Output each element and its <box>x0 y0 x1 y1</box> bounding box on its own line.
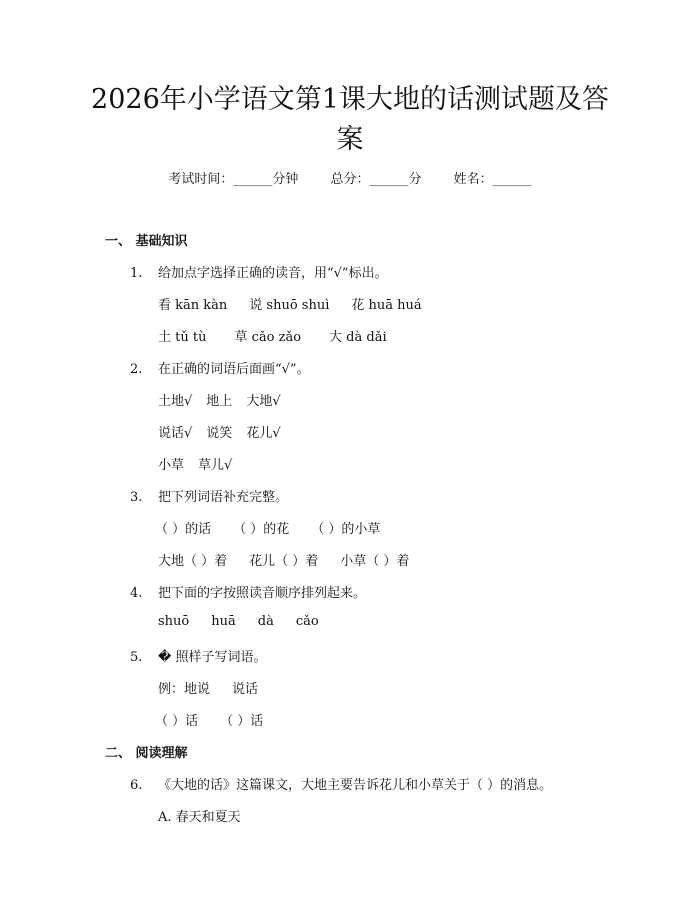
section-heading-reading: 二、 阅读理解 <box>105 746 188 761</box>
option-a: A. 春天和夏天 <box>158 810 241 825</box>
answer-item: （ ）话 <box>155 714 199 729</box>
section-heading-basics: 一、 基础知识 <box>105 234 188 249</box>
question-3 <box>130 486 288 505</box>
answer-row <box>158 422 281 441</box>
question-number: 5. <box>130 650 143 665</box>
answer-item: （ ）的花 <box>233 522 290 537</box>
question-text: 把下面的字按照读音顺序排列起来。 <box>158 586 367 601</box>
question-number: 6. <box>130 778 143 793</box>
answer-item: 看 kān kàn <box>158 298 228 313</box>
answer-item: shuō <box>158 614 190 629</box>
question-6 <box>130 774 552 793</box>
answer-row <box>155 710 263 729</box>
question-2 <box>130 358 310 377</box>
answer-item: cǎo <box>295 614 319 629</box>
answer-row <box>155 518 380 537</box>
answer-item: 说 shuō shuì <box>249 298 330 313</box>
question-text: 给加点字选择正确的读音，用“√”标出。 <box>158 266 388 281</box>
answer-item: 大地√ <box>246 394 281 409</box>
answer-row <box>158 614 319 629</box>
answer-item: 花儿（ ）着 <box>249 554 319 569</box>
answer-item: 草 cǎo zǎo <box>234 330 302 345</box>
question-number: 1. <box>130 266 143 281</box>
question-number: 4. <box>130 586 143 601</box>
answer-item: huā <box>211 614 236 629</box>
answer-item: （ ）话 <box>220 714 264 729</box>
question-text: 《大地的话》这篇课文，大地主要告诉花儿和小草关于（ ）的消息。 <box>158 778 553 793</box>
answer-row <box>158 326 387 345</box>
answer-item: 地上 <box>206 394 233 409</box>
answer-item: （ ）的小草 <box>311 522 381 537</box>
question-text: 在正确的词语后面画“√”。 <box>158 362 310 377</box>
answer-item: 小草（ ）着 <box>340 554 410 569</box>
question-text: 把下列词语补充完整。 <box>158 490 289 505</box>
question-number: 2. <box>130 362 143 377</box>
answer-item: 土 tǔ tù <box>158 330 207 345</box>
answer-item: （ ）的话 <box>155 522 212 537</box>
answer-row <box>158 550 409 569</box>
exam-time: 考试时间：______分钟 <box>168 172 299 187</box>
question-4 <box>130 582 366 601</box>
exam-name: 姓名：______ <box>453 172 532 187</box>
answer-row <box>158 390 281 409</box>
question-text: � 照样子写词语。 <box>158 650 267 665</box>
exam-score: 总分：______分 <box>330 172 422 187</box>
answer-item: 大 dà dǎi <box>329 330 387 345</box>
example-row <box>158 678 258 697</box>
question-5 <box>130 646 266 665</box>
answer-item: 说笑 <box>206 426 233 441</box>
question-1 <box>130 262 388 281</box>
answer-row <box>158 454 232 473</box>
answer-item: 说话√ <box>158 426 193 441</box>
example-item: 例：地说 <box>158 682 211 697</box>
answer-item: dà <box>257 614 274 629</box>
answer-row <box>158 294 422 313</box>
answer-item: 草儿√ <box>198 458 233 473</box>
question-number: 3. <box>130 490 143 505</box>
example-item: 说话 <box>232 682 259 697</box>
page-title: 2026年小学语文第1课大地的话测试题及答案 <box>91 84 609 155</box>
answer-item: 小草 <box>158 458 185 473</box>
answer-item: 大地（ ）着 <box>158 554 228 569</box>
answer-item: 土地√ <box>158 394 193 409</box>
answer-item: 花儿√ <box>246 426 281 441</box>
exam-meta <box>0 168 700 187</box>
answer-item: 花 huā huá <box>351 298 422 313</box>
